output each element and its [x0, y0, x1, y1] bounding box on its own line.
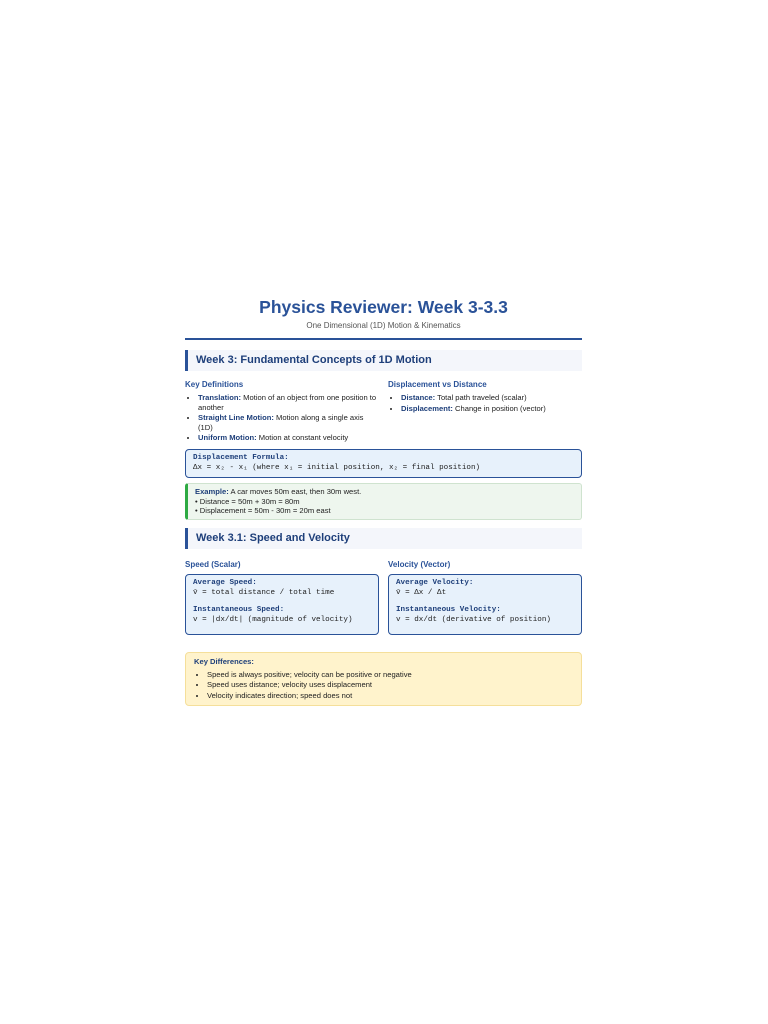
instantaneous-velocity-formula: v = dx/dt (derivative of position)	[396, 615, 551, 624]
page-subtitle: One Dimensional (1D) Motion & Kinematics	[306, 321, 461, 330]
term-text: Motion of an object from one position to another	[198, 393, 377, 412]
term-label: Translation:	[198, 393, 242, 402]
term-label: Straight Line Motion:	[198, 413, 274, 423]
key-definitions-list	[185, 393, 379, 443]
week31-columns	[185, 560, 582, 635]
term-text: Change in position (vector)	[452, 403, 546, 413]
instantaneous-speed-formula: v = |dx/dt| (magnitude of velocity)	[193, 615, 353, 624]
list-item	[401, 393, 582, 403]
title-divider	[185, 338, 582, 340]
displacement-vs-distance-list	[388, 393, 582, 413]
section-heading-week3: Week 3: Fundamental Concepts of 1D Motion	[185, 350, 582, 371]
term-label: Displacement:	[401, 403, 453, 413]
list-item: • Speed uses distance; velocity uses displacement	[207, 680, 573, 691]
term-label: Uniform Motion:	[198, 433, 257, 443]
key-differences-label: Key Differences:	[194, 656, 254, 666]
list-item	[198, 433, 379, 443]
list-item: • Speed is always positive; velocity can be positive or negative	[207, 670, 573, 681]
speed-formula-box	[185, 574, 379, 635]
section-heading-week31: Week 3.1: Speed and Velocity	[185, 528, 582, 549]
reviewer-page	[185, 296, 582, 706]
average-speed-text: = total distance / total time	[197, 588, 335, 597]
list-item	[401, 404, 582, 414]
speed-title: Speed (Scalar)	[185, 559, 241, 569]
example-label: Example:	[195, 487, 229, 497]
average-velocity-label: Average Velocity:	[396, 578, 474, 587]
average-speed-formula	[193, 589, 371, 599]
displacement-vs-distance	[388, 380, 582, 444]
week3-columns	[185, 380, 582, 444]
instantaneous-speed-label: Instantaneous Speed:	[193, 606, 285, 615]
list-item: • Velocity indicates direction; speed does not	[207, 691, 573, 702]
example-line-displacement: • Displacement = 50m - 30m = 20m east	[195, 506, 331, 516]
key-differences-list	[194, 670, 573, 702]
list-item	[198, 413, 379, 432]
formula-text: Δx = x₂ - x₁ (where x₁ = initial position, x₂ = final position)	[193, 463, 481, 472]
velocity-column	[388, 560, 582, 635]
key-differences-box	[185, 652, 582, 706]
speed-column	[185, 560, 379, 635]
displacement-vs-distance-title: Displacement vs Distance	[388, 380, 487, 389]
list-item	[198, 393, 379, 412]
average-velocity-text: = Δx / Δt	[400, 588, 447, 597]
example-box	[185, 483, 582, 520]
term-text: Total path traveled (scalar)	[435, 393, 527, 402]
v-bar-symbol: v̄	[396, 588, 401, 597]
term-text: Motion at constant velocity	[256, 433, 349, 443]
spacer	[396, 598, 574, 606]
term-text: Motion along a single axis (1D)	[198, 413, 364, 432]
key-definitions	[185, 380, 379, 444]
page-title: Physics Reviewer: Week 3-3.3	[259, 297, 508, 317]
velocity-formula-box	[388, 574, 582, 635]
key-definitions-title: Key Definitions	[185, 380, 244, 389]
term-label: Distance:	[401, 393, 436, 402]
average-velocity-formula	[396, 589, 574, 599]
example-line-distance: • Distance = 50m + 30m = 80m	[195, 496, 300, 506]
formula-label: Displacement Formula:	[193, 453, 289, 462]
average-speed-label: Average Speed:	[193, 578, 257, 587]
example-intro-line	[195, 487, 574, 497]
spacer	[193, 598, 371, 606]
velocity-title: Velocity (Vector)	[388, 559, 451, 569]
instantaneous-velocity-label: Instantaneous Velocity:	[396, 606, 501, 615]
v-bar-symbol: v̄	[193, 588, 198, 597]
displacement-formula-box	[185, 449, 582, 478]
example-intro: A car moves 50m east, then 30m west.	[228, 487, 362, 497]
